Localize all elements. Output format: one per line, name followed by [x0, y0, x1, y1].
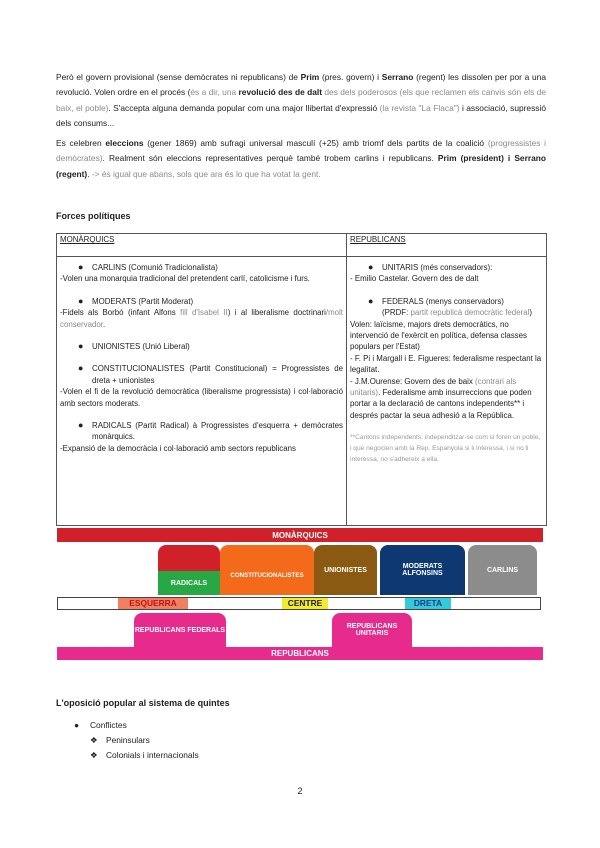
republicans-federals-box — [134, 613, 226, 647]
header-label: REPUBLICANS — [350, 235, 406, 244]
list-item — [78, 296, 343, 307]
page-number: 2 — [297, 786, 303, 796]
bullet-icon: ● — [368, 262, 374, 272]
text-gray: -> és igual que abans, sols que ara és lo que ha votat la gent. — [91, 168, 321, 179]
federals-title: FEDERALS (menys conservadors) — [382, 296, 504, 306]
table-header-republicans — [347, 234, 547, 257]
quintes-item: Conflictes — [90, 720, 127, 730]
list-item — [78, 420, 343, 443]
text-gray: /molt conservador — [60, 308, 343, 329]
constitucionalistes-desc: -Volen el fi de la revolució democràtica (liberalisme progressista) i col·laboració amb sectors moderats. — [60, 387, 343, 408]
section-heading-forces: Forces polítiques — [56, 211, 131, 221]
text: (pres. govern) i — [319, 72, 382, 82]
bullet-icon: ● — [78, 420, 84, 431]
unitaris-title: UNITARIS (més conservadors): — [382, 263, 493, 272]
text-gray: (contrari als unitaris) — [350, 376, 517, 398]
text: - J.M.Ourense: Govern des de baix — [350, 376, 475, 386]
dreta-label: DRETA — [405, 598, 451, 609]
bullet-icon: ● — [78, 363, 84, 374]
quintes-subitem: Colonials i internacionals — [106, 750, 199, 760]
monarquics-cell — [57, 257, 347, 526]
list-item — [90, 735, 199, 750]
unionistes-title: UNIONISTES (Unió Liberal) — [92, 342, 190, 352]
carlins-box — [468, 545, 537, 595]
text: . — [87, 168, 92, 179]
text-gray: des dels poderosos (els que reclamen els canvis són els de baix, el poble) — [56, 87, 546, 113]
radicals-desc: -Expansió de la democràcia i col·laboració amb sectors republicans — [60, 443, 296, 453]
text: (PRDF: — [382, 308, 411, 318]
header-label: MONÀRQUICS — [60, 235, 115, 244]
text-gray: (progressistes i demòcrates) — [56, 138, 547, 164]
list-item — [78, 341, 343, 352]
list-item — [90, 750, 199, 765]
unitaris-desc: - Emilio Castelar. Govern des de dalt — [350, 274, 479, 284]
federals-desc-3 — [350, 376, 543, 422]
republicans-unitaris-label: REPUBLICANS UNITARIS — [346, 623, 398, 637]
carlins-label: CARLINS — [486, 566, 519, 574]
quintes-list — [74, 720, 199, 765]
intro-paragraph-2 — [56, 136, 546, 182]
republicans-unitaris-box — [332, 613, 412, 647]
text-gray: és a dir, una — [190, 87, 239, 98]
text: -Fidels als Borbó (infant Alfons — [60, 308, 181, 318]
text: (regent) les dissolen per por a una revolució. Volen ordre en el procés ( — [56, 72, 546, 98]
text-gray: fill d'Isabel II — [180, 308, 228, 318]
monarquics-bar: MONÀRQUICS — [57, 528, 543, 542]
moderats-title: MODERATS (Partit Moderat) — [92, 296, 194, 306]
table-header-monarquics — [57, 234, 347, 257]
intro-paragraph-1 — [56, 70, 546, 131]
section-heading-quintes: L'oposició popular al sistema de quintes — [56, 698, 230, 708]
text: Es celebren — [56, 138, 106, 148]
radicals-box — [158, 545, 220, 595]
bullet-icon: ● — [368, 295, 374, 306]
republicans-federals-label: REPUBLICANS FEDERALS — [134, 626, 226, 634]
federals-desc-1: Volen: laïcisme, majors drets democràtics, no intervenció de l'exèrcit en política, defensa classes populars per l'Estat) — [350, 319, 527, 352]
list-item — [78, 262, 343, 273]
text: . Federalisme amb insurreccions que poden portar a la declaració de cantons independents** i després pactar la seua adhesió a la República. — [350, 388, 532, 420]
list-item — [368, 262, 543, 273]
text-gray: (la revista "La Flaca") — [379, 102, 460, 113]
text: ) i al liberalisme doctrinari — [227, 308, 326, 318]
diamond-bullet-icon: ❖ — [90, 735, 98, 745]
unionistes-label: UNIONISTES — [324, 566, 367, 574]
footnote: **Cantons independents: independitzar-se com si foren un poble, i que negocien amb la Rep. Espanyola si li interessa, i si no li interessa, no s'adhereix a ella. — [350, 434, 541, 464]
bullet-icon: ● — [78, 295, 84, 306]
text-gray: partit republicà democràtic federal — [410, 308, 530, 318]
unionistes-box — [314, 545, 377, 595]
text: Però el govern provisional (sense demòcrates ni republicans) de — [56, 72, 301, 82]
radicals-title: RADICALS (Partit Radical) à Progressistes d'esquerra + demòcrates monàrquics. — [92, 421, 343, 442]
text-bold: revolució des de dalt — [238, 87, 322, 98]
bullet-icon: ● — [74, 720, 80, 730]
text-bold: Prim (president) i Serrano (regent) — [56, 153, 546, 179]
text-bold: Prim — [300, 72, 320, 82]
carlins-desc: -Volen una monarquia tradicional del pretendent carlí, catolicisme i furs. — [60, 274, 311, 284]
constitucionalistes-box — [220, 545, 314, 595]
list-item — [74, 720, 199, 735]
moderats-label: MODERATS ALFONSINS — [402, 563, 443, 577]
text: i associació, supressió dels consums... — [56, 102, 546, 128]
federals-desc-2: - F. Pi i Margall i E. Figueres: federalisme respectant la legalitat. — [350, 353, 542, 375]
radicals-label: RADICALS — [158, 571, 220, 595]
centre-label: CENTRE — [282, 598, 328, 609]
text: . S'accepta alguna demanda popular com una major llibertat d'expressió — [108, 102, 380, 113]
republicans-cell — [347, 257, 547, 526]
text: . — [103, 319, 106, 329]
text-bold: eleccions — [105, 138, 144, 148]
esquerra-label: ESQUERRA — [118, 598, 188, 609]
moderats-box — [380, 545, 465, 595]
moderats-desc — [60, 307, 343, 330]
constitucionalistes-label: CONSTITUCIONALISTES — [230, 571, 304, 579]
diamond-bullet-icon: ❖ — [90, 750, 98, 760]
federals-sub — [382, 307, 543, 318]
bullet-icon: ● — [78, 262, 84, 272]
constitucionalistes-title: CONSTITUCIONALISTES (Partit Constitucional) = Progressistes de dreta + unionistes — [92, 364, 343, 385]
list-item — [78, 363, 343, 386]
bullet-icon: ● — [78, 341, 84, 352]
text: (gener 1869) amb sufragi universal masculí (+25) amb triomf dels partits de la coalició — [143, 138, 488, 148]
carlins-title: CARLINS (Comunió Tradicionalista) — [92, 263, 218, 272]
text-bold: Serrano — [381, 72, 414, 82]
list-item — [368, 296, 543, 307]
text: . Realment són eleccions representatives perquè també trobem carlins i republicans. — [102, 153, 438, 164]
text: ) — [529, 308, 532, 318]
quintes-subitem: Peninsulars — [106, 735, 150, 745]
republicans-bar: REPUBLICANS — [57, 647, 543, 660]
forces-table — [56, 233, 547, 526]
